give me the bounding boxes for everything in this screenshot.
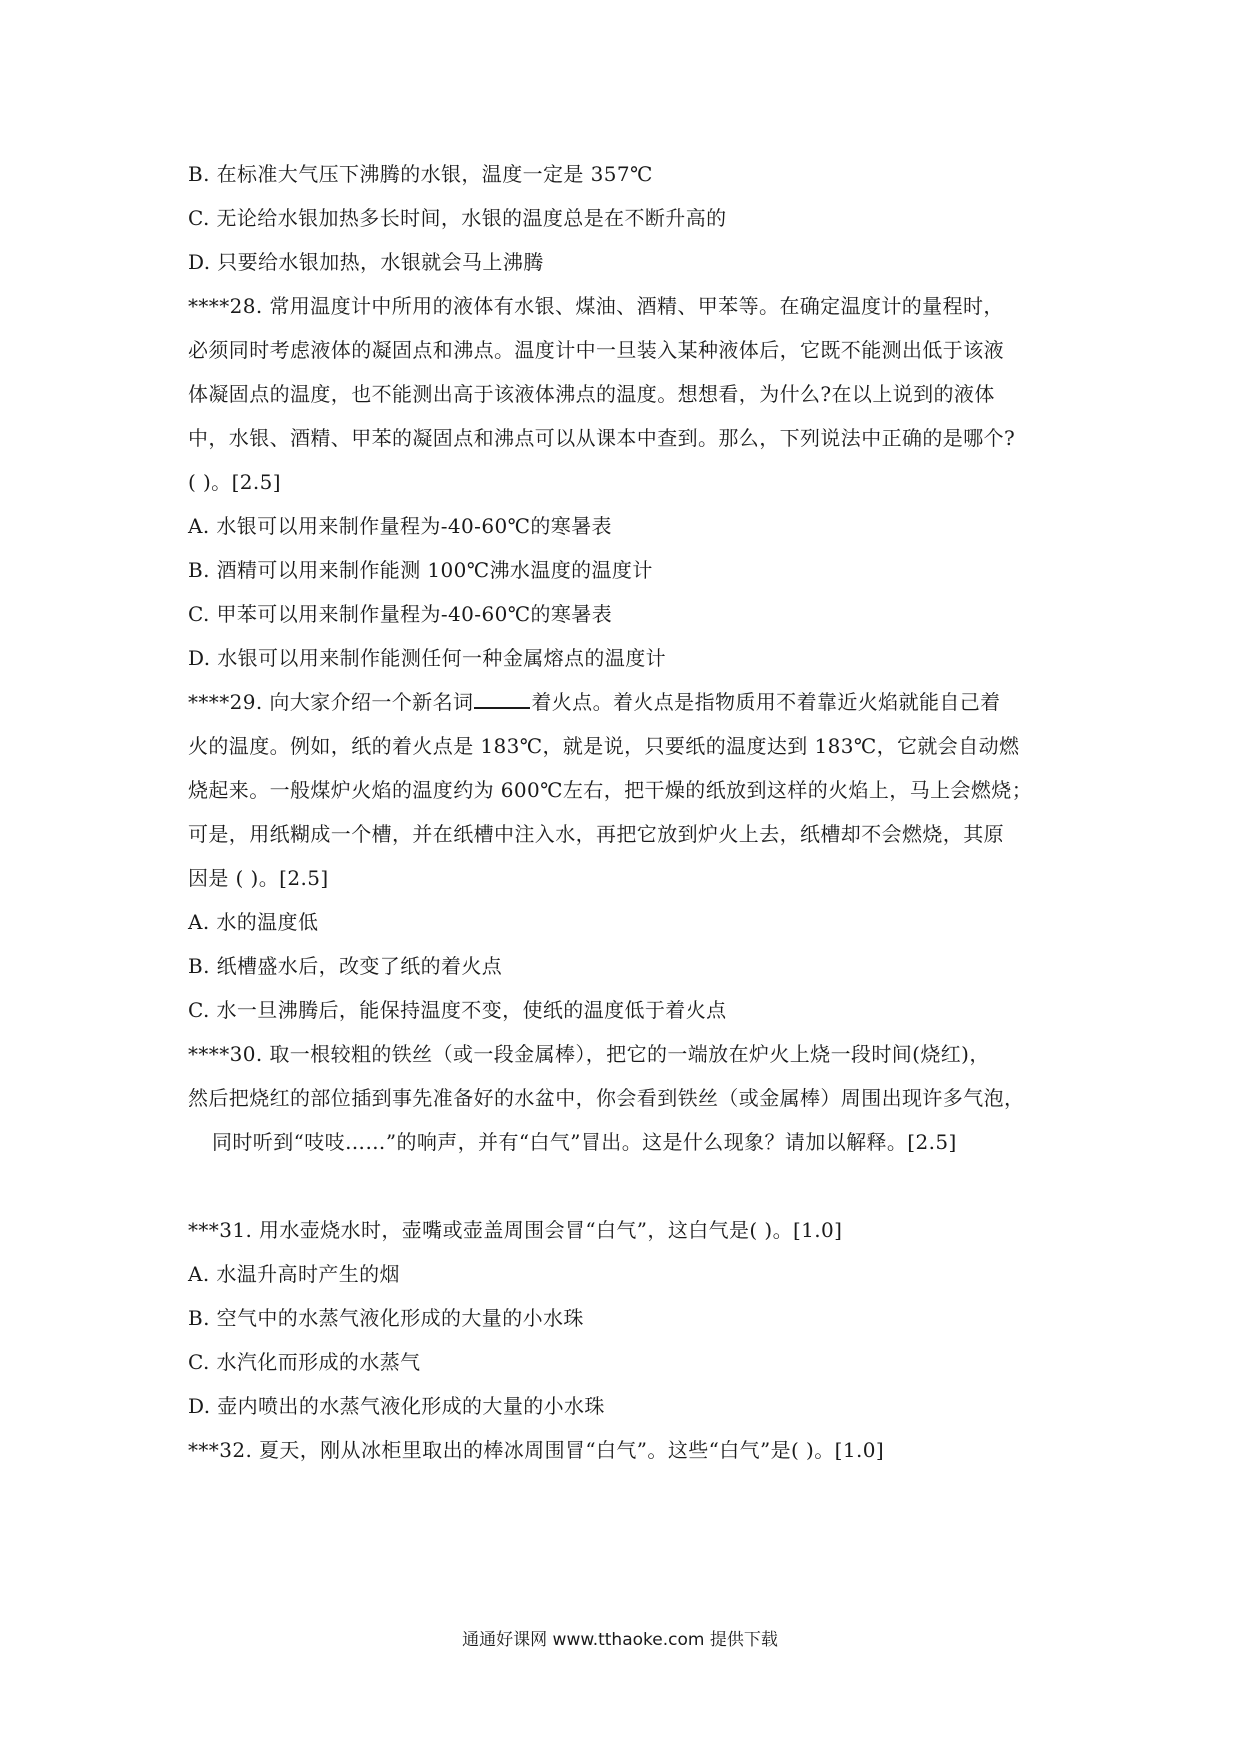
question-30-line-3: 同时听到“吱吱……”的响声，并有“白气”冒出。这是什么现象？请加以解释。[2.5] bbox=[212, 1130, 957, 1154]
fill-in-blank bbox=[474, 689, 530, 709]
question-28-answer-blank: ( )。[2.5] bbox=[188, 470, 281, 494]
question-29-line-4: 可是，用纸糊成一个槽，并在纸槽中注入水，再把它放到炉火上去，纸槽却不会燃烧，其原 bbox=[188, 822, 1004, 846]
question-30-line-2: 然后把烧红的部位插到事先准备好的水盆中，你会看到铁丝（或金属棒）周围出现许多气泡， bbox=[188, 1086, 1025, 1110]
option-b-q28: B. 酒精可以用来制作能测 100℃沸水温度的温度计 bbox=[188, 558, 653, 582]
question-29-line-2: 火的温度。例如，纸的着火点是 183℃，就是说，只要纸的温度达到 183℃，它就会自动燃 bbox=[188, 734, 1020, 758]
option-c-q29: C. 水一旦沸腾后，能保持温度不变，使纸的温度低于着火点 bbox=[188, 998, 727, 1022]
page-footer: 通通好课网 www.tthaoke.com 提供下载 bbox=[462, 1630, 778, 1650]
question-29-line-5: 因是 ( )。[2.5] bbox=[188, 866, 329, 890]
option-b-q31: B. 空气中的水蒸气液化形成的大量的小水珠 bbox=[188, 1306, 584, 1330]
option-b-q27: B. 在标准大气压下沸腾的水银，温度一定是 357℃ bbox=[188, 162, 653, 186]
option-a-q28: A. 水银可以用来制作量程为-40-60℃的寒暑表 bbox=[188, 514, 612, 538]
option-c-q28: C. 甲苯可以用来制作量程为-40-60℃的寒暑表 bbox=[188, 602, 613, 626]
question-30-line-1: ****30. 取一根较粗的铁丝（或一段金属棒），把它的一端放在炉火上烧一段时间(烧红)， bbox=[188, 1042, 990, 1066]
option-d-q27: D. 只要给水银加热，水银就会马上沸腾 bbox=[188, 250, 544, 274]
option-d-q31: D. 壶内喷出的水蒸气液化形成的大量的小水珠 bbox=[188, 1394, 605, 1418]
question-29-line-3: 烧起来。一般煤炉火焰的温度约为 600℃左右，把干燥的纸放到这样的火焰上，马上会燃烧； bbox=[188, 778, 1033, 802]
question-29-line-1 bbox=[188, 688, 1001, 716]
question-29-text-after-blank: 着火点。着火点是指物质用不着靠近火焰就能自己着 bbox=[531, 690, 1001, 714]
option-a-q31: A. 水温升高时产生的烟 bbox=[188, 1262, 400, 1286]
option-a-q29: A. 水的温度低 bbox=[188, 910, 319, 934]
option-c-q27: C. 无论给水银加热多长时间，水银的温度总是在不断升高的 bbox=[188, 206, 727, 230]
option-b-q29: B. 纸槽盛水后，改变了纸的着火点 bbox=[188, 954, 503, 978]
question-28-line-3: 体凝固点的温度，也不能测出高于该液体沸点的温度。想想看，为什么?在以上说到的液体 bbox=[188, 382, 995, 406]
question-28-line-4: 中，水银、酒精、甲苯的凝固点和沸点可以从课本中查到。那么，下列说法中正确的是哪个? bbox=[188, 426, 1016, 450]
question-28-line-1: ****28. 常用温度计中所用的液体有水银、煤油、酒精、甲苯等。在确定温度计的量程时， bbox=[188, 294, 1004, 318]
question-31-stem: ***31. 用水壶烧水时，壶嘴或壶盖周围会冒“白气”，这白气是( )。[1.0] bbox=[188, 1218, 843, 1242]
option-d-q28: D. 水银可以用来制作能测任何一种金属熔点的温度计 bbox=[188, 646, 667, 670]
question-29-text-before-blank: ****29. 向大家介绍一个新名词 bbox=[188, 690, 474, 714]
question-28-line-2: 必须同时考虑液体的凝固点和沸点。温度计中一旦装入某种液体后，它既不能测出低于该液 bbox=[188, 338, 1004, 362]
question-32-stem: ***32. 夏天，刚从冰柜里取出的棒冰周围冒“白气”。这些“白气”是( )。[1.0] bbox=[188, 1438, 885, 1462]
option-c-q31: C. 水汽化而形成的水蒸气 bbox=[188, 1350, 421, 1374]
